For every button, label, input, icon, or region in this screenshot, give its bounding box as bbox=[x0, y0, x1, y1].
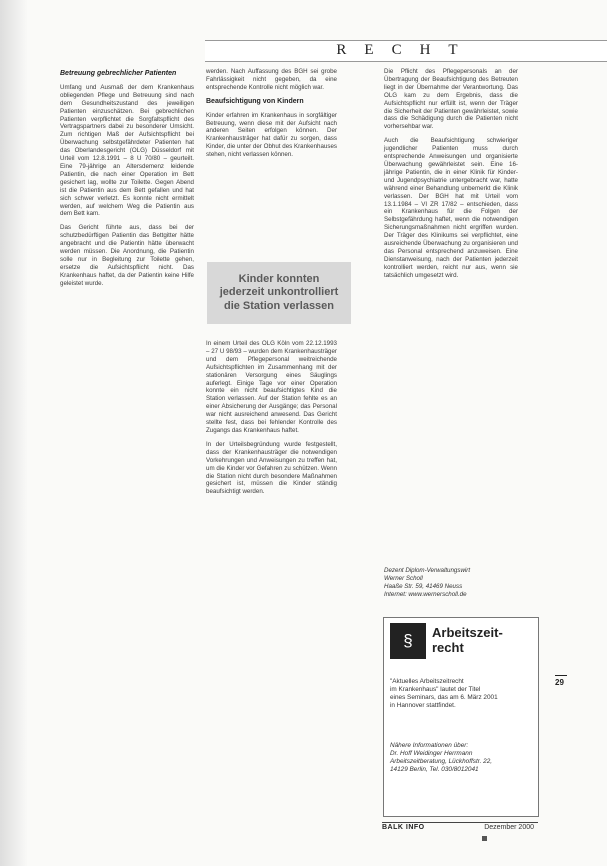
info-box-contact-line: Arbeitszeitberatung, Lückhoffstr. 22, bbox=[390, 758, 493, 765]
page-number-rule bbox=[555, 675, 567, 676]
author-credit-line: Werner Scholl bbox=[384, 575, 423, 582]
column-2 bbox=[206, 68, 337, 165]
info-box-title-line: Arbeitszeit- bbox=[432, 625, 503, 640]
column-2-paragraph: Kinder erfahren im Krankenhaus in sorgfältiger Betreuung, wenn diese mit der Aufsicht nach anderen Seiten erfolgen können. Der Krankenhausträger hat dafür zu sorgen, dass Kinder, die unter der Obhut des Krankenhauses stehen, nicht verlassen können. bbox=[206, 111, 337, 159]
info-box-title-line: recht bbox=[432, 640, 464, 655]
column-2-paragraph: In einem Urteil des OLG Köln vom 22.12.1993 – 27 U 98/93 – wurden dem Krankenhausträger und dem Pflegepersonal weitreichende Aufsichtspflichten im Zusammenhang mit der stationären Versorgung eines Säuglings auferlegt. Einige Tage vor einer Operation konnte ein nicht beaufsichtigtes Kind die Station verlassen. Auf der Station fehlte es an einer Absicherung der Ausgänge; das Personal war nicht ausreichend anwesend. Das Gericht stellte fest, dass bei fehlender Kontrolle des Zugangs das Krankenhaus haftet. bbox=[206, 340, 337, 434]
footer-date: Dezember 2000 bbox=[484, 824, 534, 831]
footer-brand: BALK INFO bbox=[382, 824, 425, 831]
footer-marker bbox=[482, 836, 487, 841]
info-box bbox=[383, 617, 539, 817]
author-credit-line: Dezent Diplom-Verwaltungswirt bbox=[384, 567, 471, 574]
info-box-text-line: "Aktuelles Arbeitszeitrecht bbox=[390, 678, 464, 685]
info-box-contact-line: Dr. Hoff Weidinger Herrmann bbox=[390, 750, 473, 757]
info-box-title bbox=[432, 625, 503, 655]
column-1-paragraph: Das Gericht führte aus, dass bei der schutzbedürftigen Patientin das Bettgitter hätte angebracht und die Patientin hätte überwacht werden müssen. Die Anordnung, die Patientin solle nur in Begleitung zur Toilette gehen, ersetze die Aufsichtspflicht nicht. Das Krankenhaus haftet, da der Patientin keine Hilfe geleistet wurde. bbox=[60, 224, 194, 287]
column-1-paragraph: Umfang und Ausmaß der dem Krankenhaus obliegenden Pflege und Betreuung sind nach dem Gesundheitszustand des jeweiligen Patienten einzuschätzen. Bei gebrechlichen Patienten verpflichtet die Sorgfaltspflicht des Vertragspartners dabei zu besonderer Umsicht. Zum richtigen Maß der Aufsichtspflicht bei Überwachung selbstgefährdeter Patienten hat das Oberlandesgericht (OLG) Düsseldorf mit Urteil vom 12.8.1991 – 8 U 70/80 – geurteilt. Eine 79-jährige an Altersdemenz leidende Patientin, die nach einer Operation im Bett gesichert lag, wollte zur Toilette. Gegen Abend ist die Patientin aus dem Bett gefallen und hat sich schwer verletzt. Es konnte nicht ermittelt werden, auf welchem Weg die Patientin aus dem Bett kam. bbox=[60, 83, 194, 218]
info-box-contact-line: 14129 Berlin, Tel. 030/8012041 bbox=[390, 766, 479, 773]
column-1-heading: Betreuung gebrechlicher Patienten bbox=[60, 70, 177, 77]
paragraph-icon: § bbox=[390, 623, 426, 659]
column-2-continued bbox=[206, 340, 337, 502]
pull-quote-text: Kinder konnten jederzeit unkontrolliert die Station verlassen bbox=[219, 272, 339, 312]
info-box-text bbox=[390, 678, 534, 710]
info-box-text-line: in Hannover stattfindet. bbox=[390, 702, 456, 709]
column-2-heading: Beaufsichtigung von Kindern bbox=[206, 97, 304, 105]
column-3 bbox=[384, 68, 518, 286]
info-box-contact bbox=[390, 742, 534, 774]
column-2-paragraph: In der Urteilsbegründung wurde festgestellt, dass der Krankenhausträger die notwendigen Vorkehrungen und Anweisungen zu treffen hat, um die Kinder vor Gefahren zu schützen. Wenn die Station nicht durch besondere Maßnahmen gesichert ist, müssen die Kinder ständig beaufsichtigt werden. bbox=[206, 440, 337, 496]
pull-quote bbox=[207, 262, 351, 324]
column-1 bbox=[60, 68, 194, 294]
author-credit bbox=[384, 567, 524, 599]
page-edge-shadow bbox=[0, 0, 28, 866]
section-header bbox=[205, 40, 607, 62]
column-2-intro: werden. Nach Auffassung des BGH sei grobe Fahrlässigkeit nicht gegeben, da eine entsprechende Kontrolle nicht möglich war. bbox=[206, 68, 337, 91]
column-3-paragraph: Auch die Beaufsichtigung schwieriger jugendlicher Patienten muss durch entsprechende Anweisungen und organisierte Überwachung gewährleistet sein. Eine 16-jährige Patientin, die in einer Klinik für Kinder- und Jugendpsychiatrie untergebracht war, hatte während einer Behandlung unbemerkt die Klinik verlassen. Der BGH hat mit Urteil vom 13.1.1984 – VI ZR 17/82 – entschieden, dass ein Krankenhaus für die Folgen der Selbstgefährdung haftet, wenn die notwendigen Sicherungsmaßnahmen nicht ergriffen wurden. Der Träger des Klinikums sei verpflichtet, eine ausreichende Überwachung zu organisieren und das Personal entsprechend anzuweisen. Eine Dienstanweisung, nach der Patienten jederzeit kontrolliert werden, reicht nur aus, wenn sie tatsächlich umgesetzt wird. bbox=[384, 137, 518, 279]
column-3-paragraph: Die Pflicht des Pflegepersonals an der Übertragung der Beaufsichtigung des Betreuten liegt in der Übernahme der Verantwortung. Das OLG kam zu dem Ergebnis, dass die Aufsichtspflicht nur erfüllt ist, wenn der Träger die Sicherheit der Patienten gewährleistet, sowie dass die Schädigung durch die Patienten nicht vorhersehbar war. bbox=[384, 68, 518, 131]
footer bbox=[382, 822, 538, 833]
author-credit-line: Internet: www.wernerscholl.de bbox=[384, 591, 467, 598]
section-title: RECHT bbox=[336, 42, 476, 58]
info-box-text-line: im Krankenhaus" lautet der Titel bbox=[390, 686, 481, 693]
info-box-contact-line: Nähere Informationen über: bbox=[390, 742, 469, 749]
info-box-text-line: eines Seminars, das am 6. März 2001 bbox=[390, 694, 498, 701]
author-credit-line: Haaße Str. 59, 41469 Neuss bbox=[384, 583, 463, 590]
page-number: 29 bbox=[555, 678, 564, 687]
